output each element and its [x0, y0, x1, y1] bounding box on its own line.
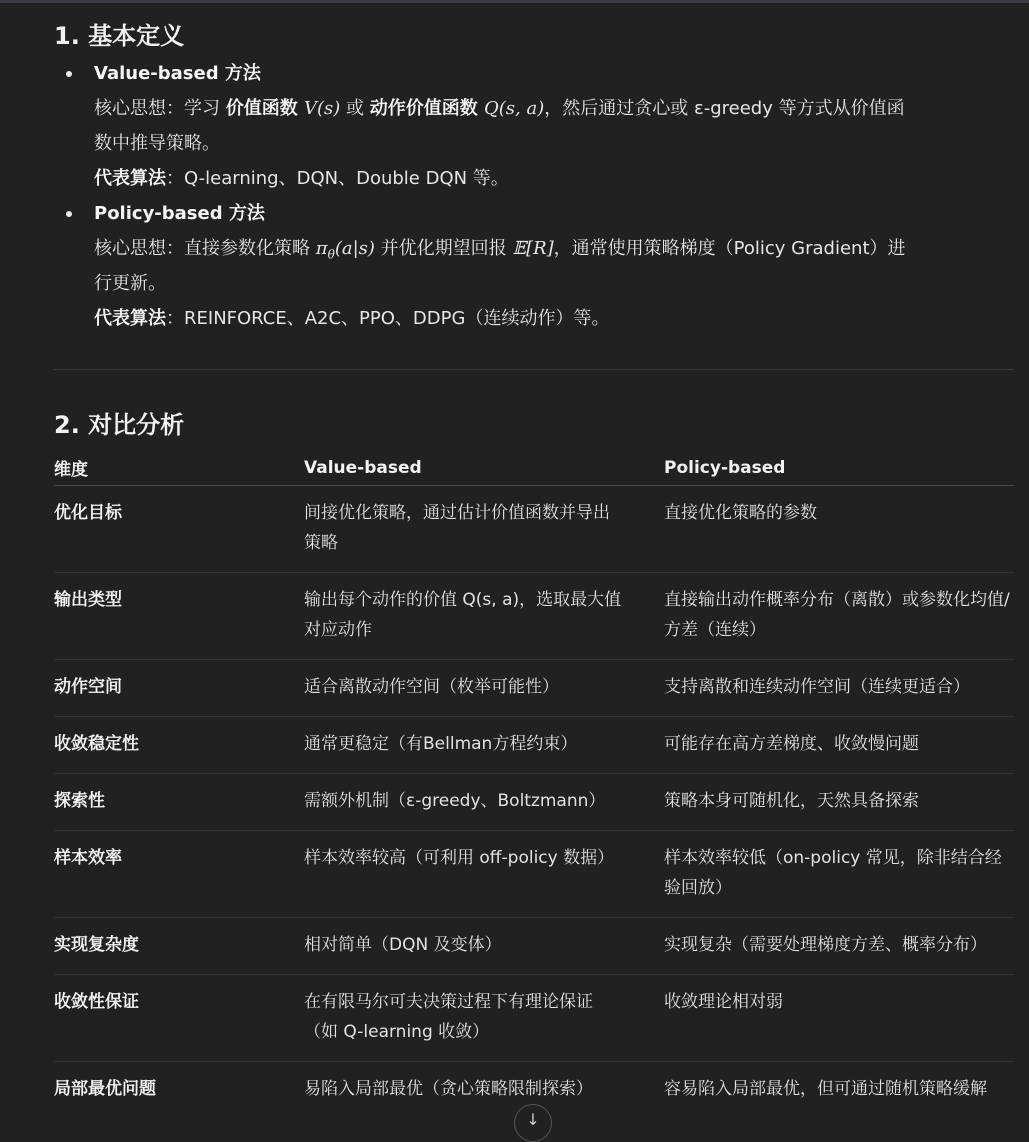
- row-dimension: 输出类型: [54, 573, 304, 660]
- row-policy-based: 容易陷入局部最优，但可通过随机策略缓解: [664, 1079, 987, 1099]
- row-policy-based: 实现复杂（需要处理梯度方差、概率分布）: [664, 918, 1014, 975]
- value-based-heading: Value-based 方法: [94, 63, 261, 84]
- row-policy-based: 支持离散和连续动作空间（连续更适合）: [664, 660, 1014, 717]
- row-value-based: 输出每个动作的价值 Q(s, a)，选取最大值对应动作: [304, 573, 664, 660]
- args: (a|s): [334, 238, 375, 259]
- row-value-based: 易陷入局部最优（贪心策略限制探索）: [304, 1079, 593, 1099]
- table-row: [54, 918, 1014, 975]
- math-q: Q(s, a): [484, 98, 545, 119]
- header-policy-based: Policy-based: [664, 450, 1014, 486]
- text: 核心思想：学习: [94, 98, 226, 119]
- table-row: [54, 660, 1014, 717]
- policy-based-algorithms: [94, 301, 609, 336]
- row-value-based: 需额外机制（ε-greedy、Boltzmann）: [304, 774, 664, 831]
- row-policy-based: 策略本身可随机化，天然具备探索: [664, 774, 1014, 831]
- table-row: [54, 831, 1014, 918]
- row-dimension: 实现复杂度: [54, 918, 304, 975]
- section-2-title: 2. 对比分析: [54, 411, 185, 439]
- section-1-title: 1. 基本定义: [54, 22, 185, 50]
- value-based-idea-line2: 数中推导策略。: [94, 133, 220, 154]
- comparison-table: [54, 450, 1014, 1118]
- table-row: [54, 486, 1014, 573]
- row-dimension: 探索性: [54, 774, 304, 831]
- pi: π: [315, 238, 328, 259]
- policy-based-heading: Policy-based 方法: [94, 203, 265, 224]
- math-pi: [315, 238, 375, 262]
- row-value-based: 相对简单（DQN 及变体）: [304, 918, 664, 975]
- theta: θ: [327, 247, 335, 262]
- section-divider: [54, 369, 1014, 370]
- algo-text: ：REINFORCE、A2C、PPO、DDPG（连续动作）等。: [166, 308, 610, 329]
- row-value-based: 适合离散动作空间（枚举可能性）: [304, 660, 664, 717]
- row-dimension: 动作空间: [54, 660, 304, 717]
- row-policy-based: 样本效率较低（on-policy 常见，除非结合经验回放）: [664, 831, 1014, 918]
- header-value-based: Value-based: [304, 450, 664, 486]
- text: 核心思想：直接参数化策略: [94, 238, 316, 259]
- row-policy-based: 直接优化策略的参数: [664, 486, 1014, 573]
- row-dimension: 优化目标: [54, 486, 304, 573]
- policy-based-idea-line2: 行更新。: [94, 273, 166, 294]
- bullet-dot: [66, 71, 72, 77]
- text: 并优化期望回报: [374, 238, 513, 259]
- row-value-based: 样本效率较高（可利用 off-policy 数据）: [304, 831, 664, 918]
- row-dimension: 样本效率: [54, 831, 304, 918]
- algo-label: 代表算法: [94, 308, 166, 329]
- row-policy-based: 收敛理论相对弱: [664, 975, 1014, 1062]
- value-based-idea-line1: [94, 91, 905, 126]
- policy-based-idea-line1: [94, 231, 906, 273]
- row-value-based: 通常更稳定（有Bellman方程约束）: [304, 717, 664, 774]
- math-expectation: 𝔼[R]: [512, 238, 554, 259]
- math-v: V(s): [304, 98, 341, 119]
- algo-text: ：Q-learning、DQN、Double DQN 等。: [166, 168, 509, 189]
- row-value-based: 间接优化策略，通过估计价值函数并导出策略: [304, 486, 664, 573]
- table-row: [54, 774, 1014, 831]
- bold-term: 动作价值函数: [369, 98, 485, 119]
- row-policy-based: 直接输出动作概率分布（离散）或参数化均值/方差（连续）: [664, 573, 1014, 660]
- row-dimension: 局部最优问题: [54, 1079, 156, 1099]
- table-row: [54, 975, 1014, 1062]
- value-based-algorithms: [94, 161, 509, 196]
- arrow-down-icon: ↓: [526, 1110, 540, 1129]
- algo-label: 代表算法: [94, 168, 166, 189]
- text: ，通常使用策略梯度（Policy Gradient）进: [553, 238, 906, 259]
- row-value-based: 在有限马尔可夫决策过程下有理论保证（如 Q-learning 收敛）: [304, 975, 664, 1062]
- scroll-to-bottom-button[interactable]: [514, 1104, 552, 1142]
- table-row: [54, 573, 1014, 660]
- bold-term: 价值函数: [225, 98, 305, 119]
- table-row: [54, 717, 1014, 774]
- text: 或: [340, 98, 370, 119]
- bullet-dot: [66, 211, 72, 217]
- row-policy-based: 可能存在高方差梯度、收敛慢问题: [664, 717, 1014, 774]
- header-dimension: 维度: [54, 450, 304, 486]
- top-border: [0, 0, 1029, 3]
- row-dimension: 收敛稳定性: [54, 717, 304, 774]
- text: ，然后通过贪心或 ε-greedy 等方式从价值函: [544, 98, 905, 119]
- row-dimension: 收敛性保证: [54, 975, 304, 1062]
- table-header-row: [54, 450, 1014, 486]
